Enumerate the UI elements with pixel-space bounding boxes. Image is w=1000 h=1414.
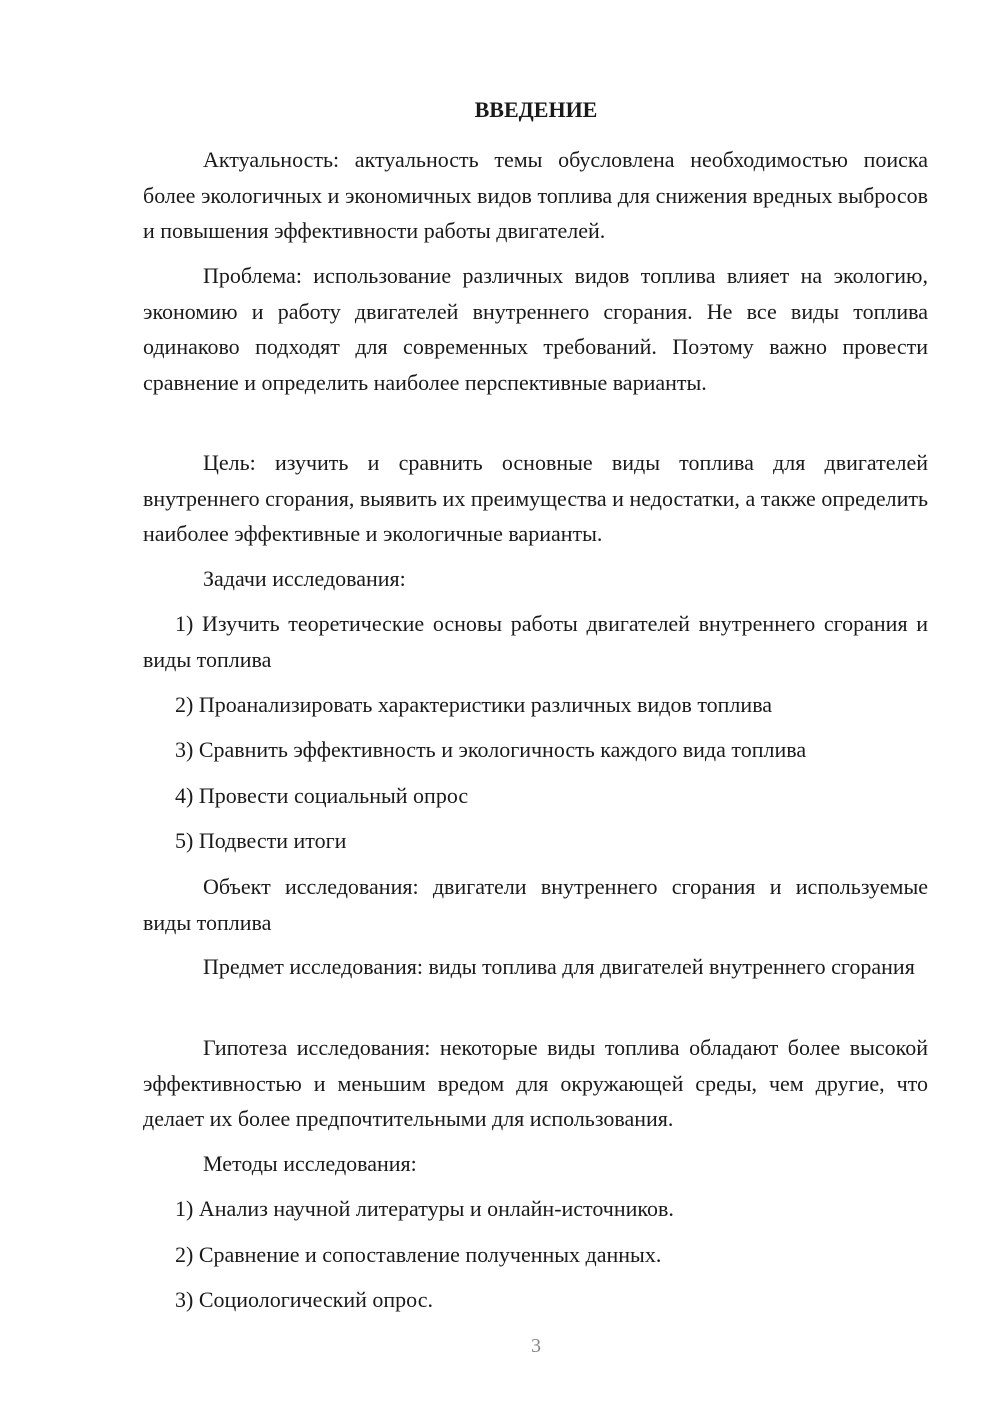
section-heading: ВВЕДЕНИЕ bbox=[474, 97, 598, 122]
paragraph-hypothesis: Гипотеза исследования: некоторые виды топлива обладают более высокой эффективностью и меньшим вредом для окружающей среды, чем другие, что делает их более предпочтительными для использования. bbox=[143, 1035, 928, 1131]
list-item-method-1: 1) Анализ научной литературы и онлайн-источников. bbox=[175, 1196, 674, 1221]
paragraph-object: Объект исследования: двигатели внутреннего сгорания и используемые виды топлива bbox=[143, 874, 928, 935]
paragraph-tasks-heading: Задачи исследования: bbox=[203, 566, 406, 591]
paragraph-subject: Предмет исследования: виды топлива для двигателей внутреннего сгорания bbox=[203, 954, 915, 979]
paragraph-goal: Цель: изучить и сравнить основные виды топлива для двигателей внутреннего сгорания, выявить их преимущества и недостатки, а также определить наиболее эффективные и экологичные варианты. bbox=[143, 450, 928, 546]
paragraph-relevance: Актуальность: актуальность темы обусловлена необходимостью поиска более экологичных и экономичных видов топлива для снижения вредных выбросов и повышения эффективности работы двигателей. bbox=[143, 147, 928, 243]
list-item-task-3: 3) Сравнить эффективность и экологичность каждого вида топлива bbox=[175, 737, 807, 762]
list-item-method-2: 2) Сравнение и сопоставление полученных данных. bbox=[175, 1242, 662, 1267]
list-item-method-3: 3) Социологический опрос. bbox=[175, 1287, 433, 1312]
list-item-task-1: 1) Изучить теоретические основы работы двигателей внутреннего сгорания и виды топлива bbox=[143, 611, 928, 672]
list-item-task-2: 2) Проанализировать характеристики различных видов топлива bbox=[175, 692, 773, 717]
list-item-task-4: 4) Провести социальный опрос bbox=[175, 783, 469, 808]
page-number: 3 bbox=[531, 1335, 541, 1357]
list-item-task-5: 5) Подвести итоги bbox=[175, 828, 347, 853]
paragraph-problem: Проблема: использование различных видов топлива влияет на экологию, экономию и работу двигателей внутреннего сгорания. Не все виды топлива одинаково подходят для современных требований. Поэтому важно провести сравнение и определить наиболее перспективные варианты. bbox=[143, 263, 928, 395]
paragraph-methods-heading: Методы исследования: bbox=[203, 1151, 417, 1176]
